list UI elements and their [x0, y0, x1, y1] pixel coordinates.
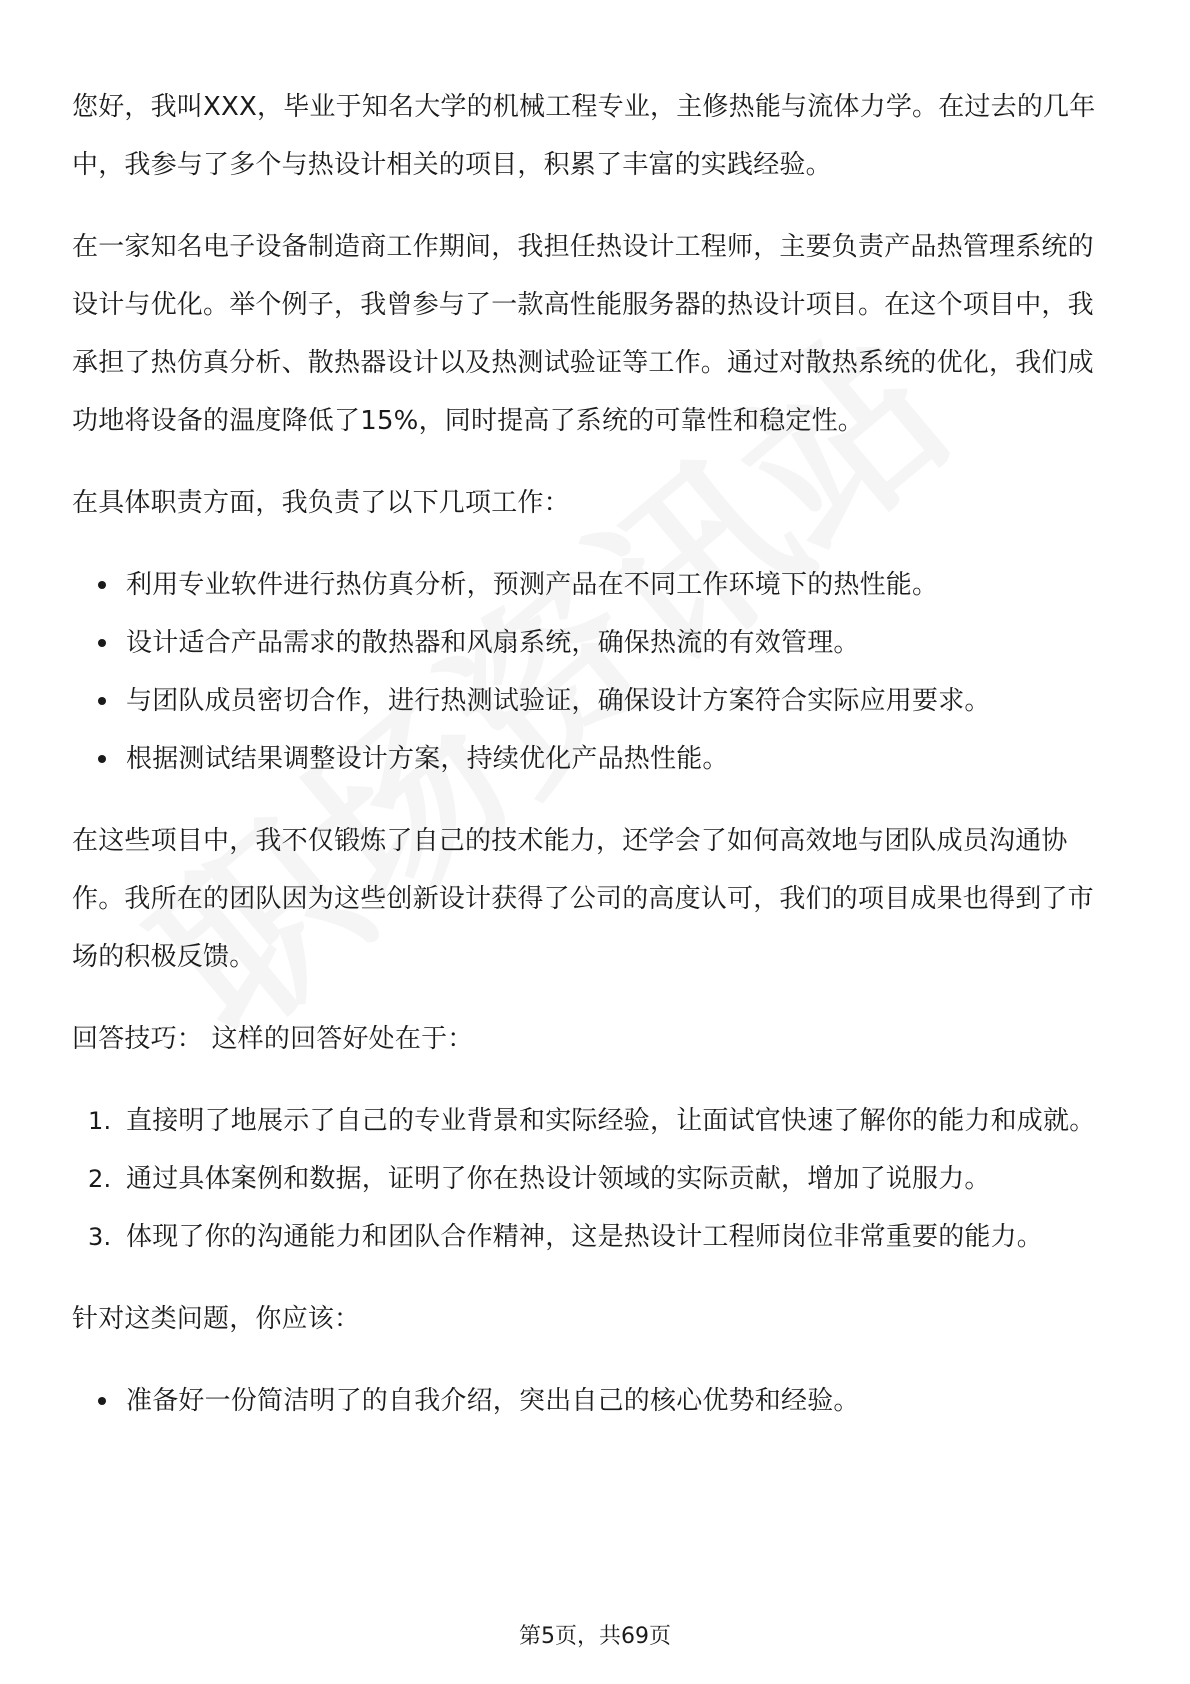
paragraph-summary: 在这些项目中，我不仅锻炼了自己的技术能力，还学会了如何高效地与团队成员沟通协作。我所在的团队因为这些创新设计获得了公司的高度认可，我们的项目成果也得到了市场的积极反馈。 [72, 826, 1094, 972]
tips-list [72, 1092, 1118, 1266]
list-number: 2. [88, 1165, 112, 1193]
list-item [72, 556, 1118, 614]
bullet-icon [98, 639, 106, 647]
list-item [72, 614, 1118, 672]
list-item-text: 根据测试结果调整设计方案，持续优化产品热性能。 [126, 744, 729, 774]
list-item-text: 直接明了地展示了自己的专业背景和实际经验，让面试官快速了解你的能力和成就。 [126, 1106, 1096, 1136]
bullet-icon [98, 581, 106, 589]
list-item-text: 设计适合产品需求的散热器和风扇系统，确保热流的有效管理。 [126, 628, 860, 658]
list-item-text: 通过具体案例和数据，证明了你在热设计领域的实际贡献，增加了说服力。 [126, 1164, 991, 1194]
list-number: 1. [88, 1107, 112, 1135]
document-body [72, 78, 1118, 1454]
paragraph-experience: 在一家知名电子设备制造商工作期间，我担任热设计工程师，主要负责产品热管理系统的设计与优化。举个例子，我曾参与了一款高性能服务器的热设计项目。在这个项目中，我承担了热仿真分析、散热器设计以及热测试验证等工作。通过对散热系统的优化，我们成功地将设备的温度降低了15%，同时提高了系统的可靠性和稳定性。 [72, 232, 1094, 436]
list-item [72, 1372, 1118, 1430]
paragraph-intro: 您好，我叫XXX，毕业于知名大学的机械工程专业，主修热能与流体力学。在过去的几年中，我参与了多个与热设计相关的项目，积累了丰富的实践经验。 [72, 92, 1096, 180]
paragraph-duties-intro: 在具体职责方面，我负责了以下几项工作： [72, 488, 570, 518]
list-item [72, 672, 1118, 730]
list-item [72, 730, 1118, 788]
list-item-text: 与团队成员密切合作，进行热测试验证，确保设计方案符合实际应用要求。 [126, 686, 991, 716]
list-item-text: 体现了你的沟通能力和团队合作精神，这是热设计工程师岗位非常重要的能力。 [126, 1222, 1044, 1252]
list-item [72, 1150, 1118, 1208]
paragraph-tips-intro: 回答技巧： 这样的回答好处在于： [72, 1024, 474, 1054]
page-number: 第5页，共69页 [519, 1624, 671, 1649]
advice-list [72, 1372, 1118, 1430]
list-item-text: 利用专业软件进行热仿真分析，预测产品在不同工作环境下的热性能。 [126, 570, 939, 600]
paragraph-advice-intro: 针对这类问题，你应该： [72, 1304, 361, 1334]
list-item [72, 1208, 1118, 1266]
list-item [72, 1092, 1118, 1150]
list-item-text: 准备好一份简洁明了的自我介绍，突出自己的核心优势和经验。 [126, 1386, 860, 1416]
bullet-icon [98, 755, 106, 763]
bullet-icon [98, 1397, 106, 1405]
list-number: 3. [88, 1223, 112, 1251]
bullet-icon [98, 697, 106, 705]
duties-list [72, 556, 1118, 788]
